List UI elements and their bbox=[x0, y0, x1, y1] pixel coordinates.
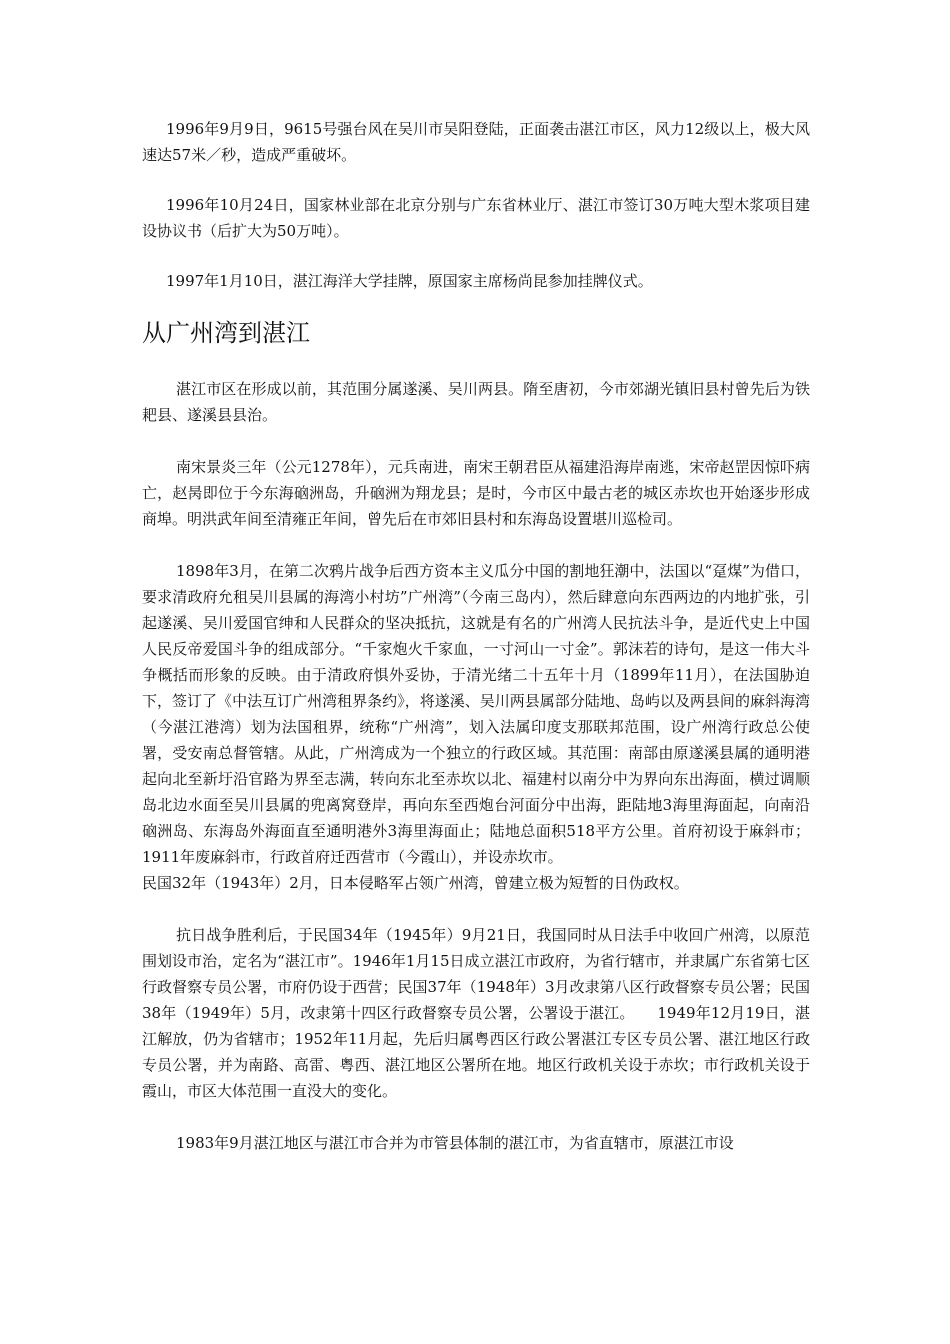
paragraph-japanese-occupation: 民国32年（1943年）2月，日本侵略军占领广州湾，曾建立极为短暂的日伪政权。 bbox=[142, 874, 689, 892]
paragraph-1983-merger: 1983年9月湛江地区与湛江市合并为市管县体制的湛江市，为省直辖市，原湛江市设 bbox=[176, 1134, 734, 1152]
paragraph-ocean-university-1997: 1997年1月10日，湛江海洋大学挂牌，原国家主席杨尚昆参加挂牌仪式。 bbox=[166, 272, 653, 290]
paragraph-pulp-project-1996: 1996年10月24日，国家林业部在北京分别与广东省林业厅、湛江市签订30万吨大型木浆项目建设协议书（后扩大为50万吨）。 bbox=[142, 196, 810, 240]
document-page bbox=[142, 116, 810, 1156]
paragraph-typhoon-1996: 1996年9月9日，9615号强台风在吴川市吴阳登陆，正面袭击湛江市区，风力12级以上，极大风速达57米／秒，造成严重破坏。 bbox=[142, 120, 810, 164]
paragraph-early-history: 湛江市区在形成以前，其范围分属遂溪、吴川两县。隋至唐初，今市郊湖光镇旧县村曾先后为铁耙县、遂溪县县治。 bbox=[142, 380, 810, 424]
paragraph-zhanjiang-city: 抗日战争胜利后，于民国34年（1945年）9月21日，我国同时从日法手中收回广州湾，以原范围划设市治，定名为“湛江市”。1946年1月15日成立湛江市政府，为省行辖市，并隶属广东省第七区行政督察专员公署，市府仍设于西营；民国37年（1948年）3月改隶第八区行政督察专员公署；民国38年（1949年）5月，改隶第十四区行政督察专员公署，公署设于湛江。 1949年12月19日，湛江解放，仍为省辖市；1952年11月起，先后归属粤西区行政公署湛江专区专员公署、湛江地区行政专员公署，并为南路、高雷、粤西、湛江地区公署所在地。地区行政机关设于赤坎；市行政机关设于霞山，市区大体范围一直没大的变化。 bbox=[142, 926, 810, 1100]
paragraph-song-dynasty: 南宋景炎三年（公元1278年），元兵南进，南宋王朝君臣从福建沿海岸南逃，宋帝赵罡因惊吓病亡，赵昺即位于今东海硇洲岛，升硇洲为翔龙县；是时，今市区中最古老的城区赤坎也开始逐步形成商埠。明洪武年间至清雍正年间，曾先后在市郊旧县村和东海岛设置堪川巡检司。 bbox=[142, 458, 810, 528]
section-heading: 从广州湾到湛江 bbox=[142, 319, 310, 347]
paragraph-french-lease: 1898年3月，在第二次鸦片战争后西方资本主义瓜分中国的割地狂潮中，法国以“趸煤”为借口，要求清政府允租吴川县属的海湾小村坊”广州湾”（今南三岛内），然后肆意向东西两边的内地扩张，引起遂溪、吴川爱国官绅和人民群众的坚决抵抗，这就是有名的广州湾人民抗法斗争，是近代史上中国人民反帝爱国斗争的组成部分。“千家炮火千家血，一寸河山一寸金”。郭沫若的诗句，是这一伟大斗争概括而形象的反映。由于清政府惧外妥协，于清光绪二十五年十月（1899年11月），在法国胁迫下，签订了《中法互订广州湾租界条约》，将遂溪、吴川两县属部分陆地、岛屿以及两县间的麻斜海湾（今湛江港湾）划为法国租界，统称“广州湾”，划入法属印度支那联邦范围，设广州湾行政总公使署，受安南总督管辖。从此，广州湾成为一个独立的行政区域。其范围：南部由原遂溪县属的通明港起向北至新圩沿官路为界至志满，转向东北至赤坎以北、福建村以南分中为界向东出海面，横过调顺岛北边水面至吴川县属的兜离窝登岸，再向东至西炮台河面分中出海，距陆地3海里海面起，向南沿硇洲岛、东海岛外海面直至通明港外3海里海面止；陆地总面积518平方公里。首府初设于麻斜市；1911年废麻斜市，行政首府迁西营市（今霞山），并设赤坎市。 bbox=[142, 562, 810, 866]
